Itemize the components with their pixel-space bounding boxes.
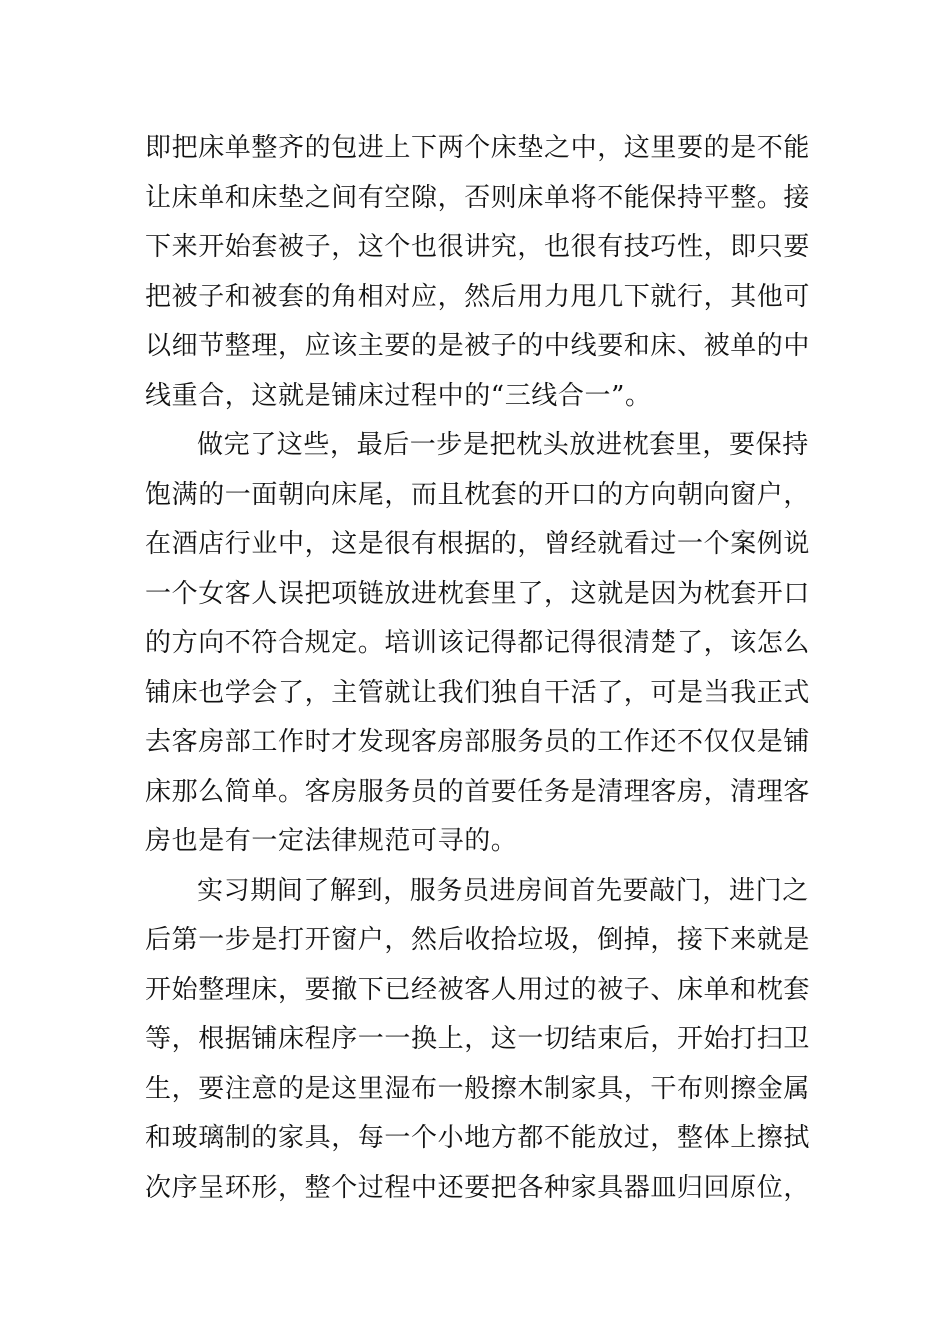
text-line: 开始整理床，要撤下已经被客人用过的被子、床单和枕套 — [145, 974, 810, 1005]
paragraph-pillow — [145, 421, 810, 867]
paragraph-cleaning — [145, 867, 810, 1214]
text-line: 床那么简单。客房服务员的首要任务是清理客房，清理客 — [145, 776, 810, 807]
text-line: 一个女客人误把项链放进枕套里了，这就是因为枕套开口 — [145, 578, 810, 609]
text-line: 铺床也学会了，主管就让我们独自干活了，可是当我正式 — [145, 677, 810, 708]
text-line-indented: 实习期间了解到，服务员进房间首先要敲门，进门之 — [197, 875, 809, 906]
text-line: 次序呈环形，整个过程中还要把各种家具器皿归回原位， — [145, 1172, 810, 1203]
document-body — [145, 124, 810, 1213]
text-line: 线重合，这就是铺床过程中的“三线合一”。 — [145, 380, 652, 411]
text-line: 等，根据铺床程序一一换上，这一切结束后，开始打扫卫 — [145, 1024, 810, 1054]
text-line: 去客房部工作时才发现客房部服务员的工作还不仅仅是铺 — [145, 727, 810, 757]
text-line: 在酒店行业中，这是很有根据的，曾经就看过一个案例说 — [145, 529, 810, 559]
text-line: 以细节整理，应该主要的是被子的中线要和床、被单的中 — [145, 331, 810, 361]
text-line-indented: 做完了这些，最后一步是把枕头放进枕套里，要保持 — [197, 430, 809, 460]
text-line: 和玻璃制的家具，每一个小地方都不能放过，整体上擦拭 — [145, 1123, 810, 1153]
text-line: 让床单和床垫之间有空隙，否则床单将不能保持平整。接 — [145, 182, 810, 213]
text-line: 饱满的一面朝向床尾，而且枕套的开口的方向朝向窗户， — [145, 479, 810, 510]
text-line: 即把床单整齐的包进上下两个床垫之中，这里要的是不能 — [145, 133, 810, 163]
text-line: 房也是有一定法律规范可寻的。 — [145, 826, 518, 856]
paragraph-bed-making — [145, 124, 810, 421]
text-line: 后第一步是打开窗户，然后收拾垃圾，倒掉，接下来就是 — [145, 925, 810, 955]
text-line: 下来开始套被子，这个也很讲究，也很有技巧性，即只要 — [145, 232, 810, 262]
text-line: 生，要注意的是这里湿布一般擦木制家具，干布则擦金属 — [145, 1073, 810, 1104]
text-line: 的方向不符合规定。培训该记得都记得很清楚了，该怎么 — [145, 628, 810, 658]
text-line: 把被子和被套的角相对应，然后用力甩几下就行，其他可 — [145, 281, 810, 312]
